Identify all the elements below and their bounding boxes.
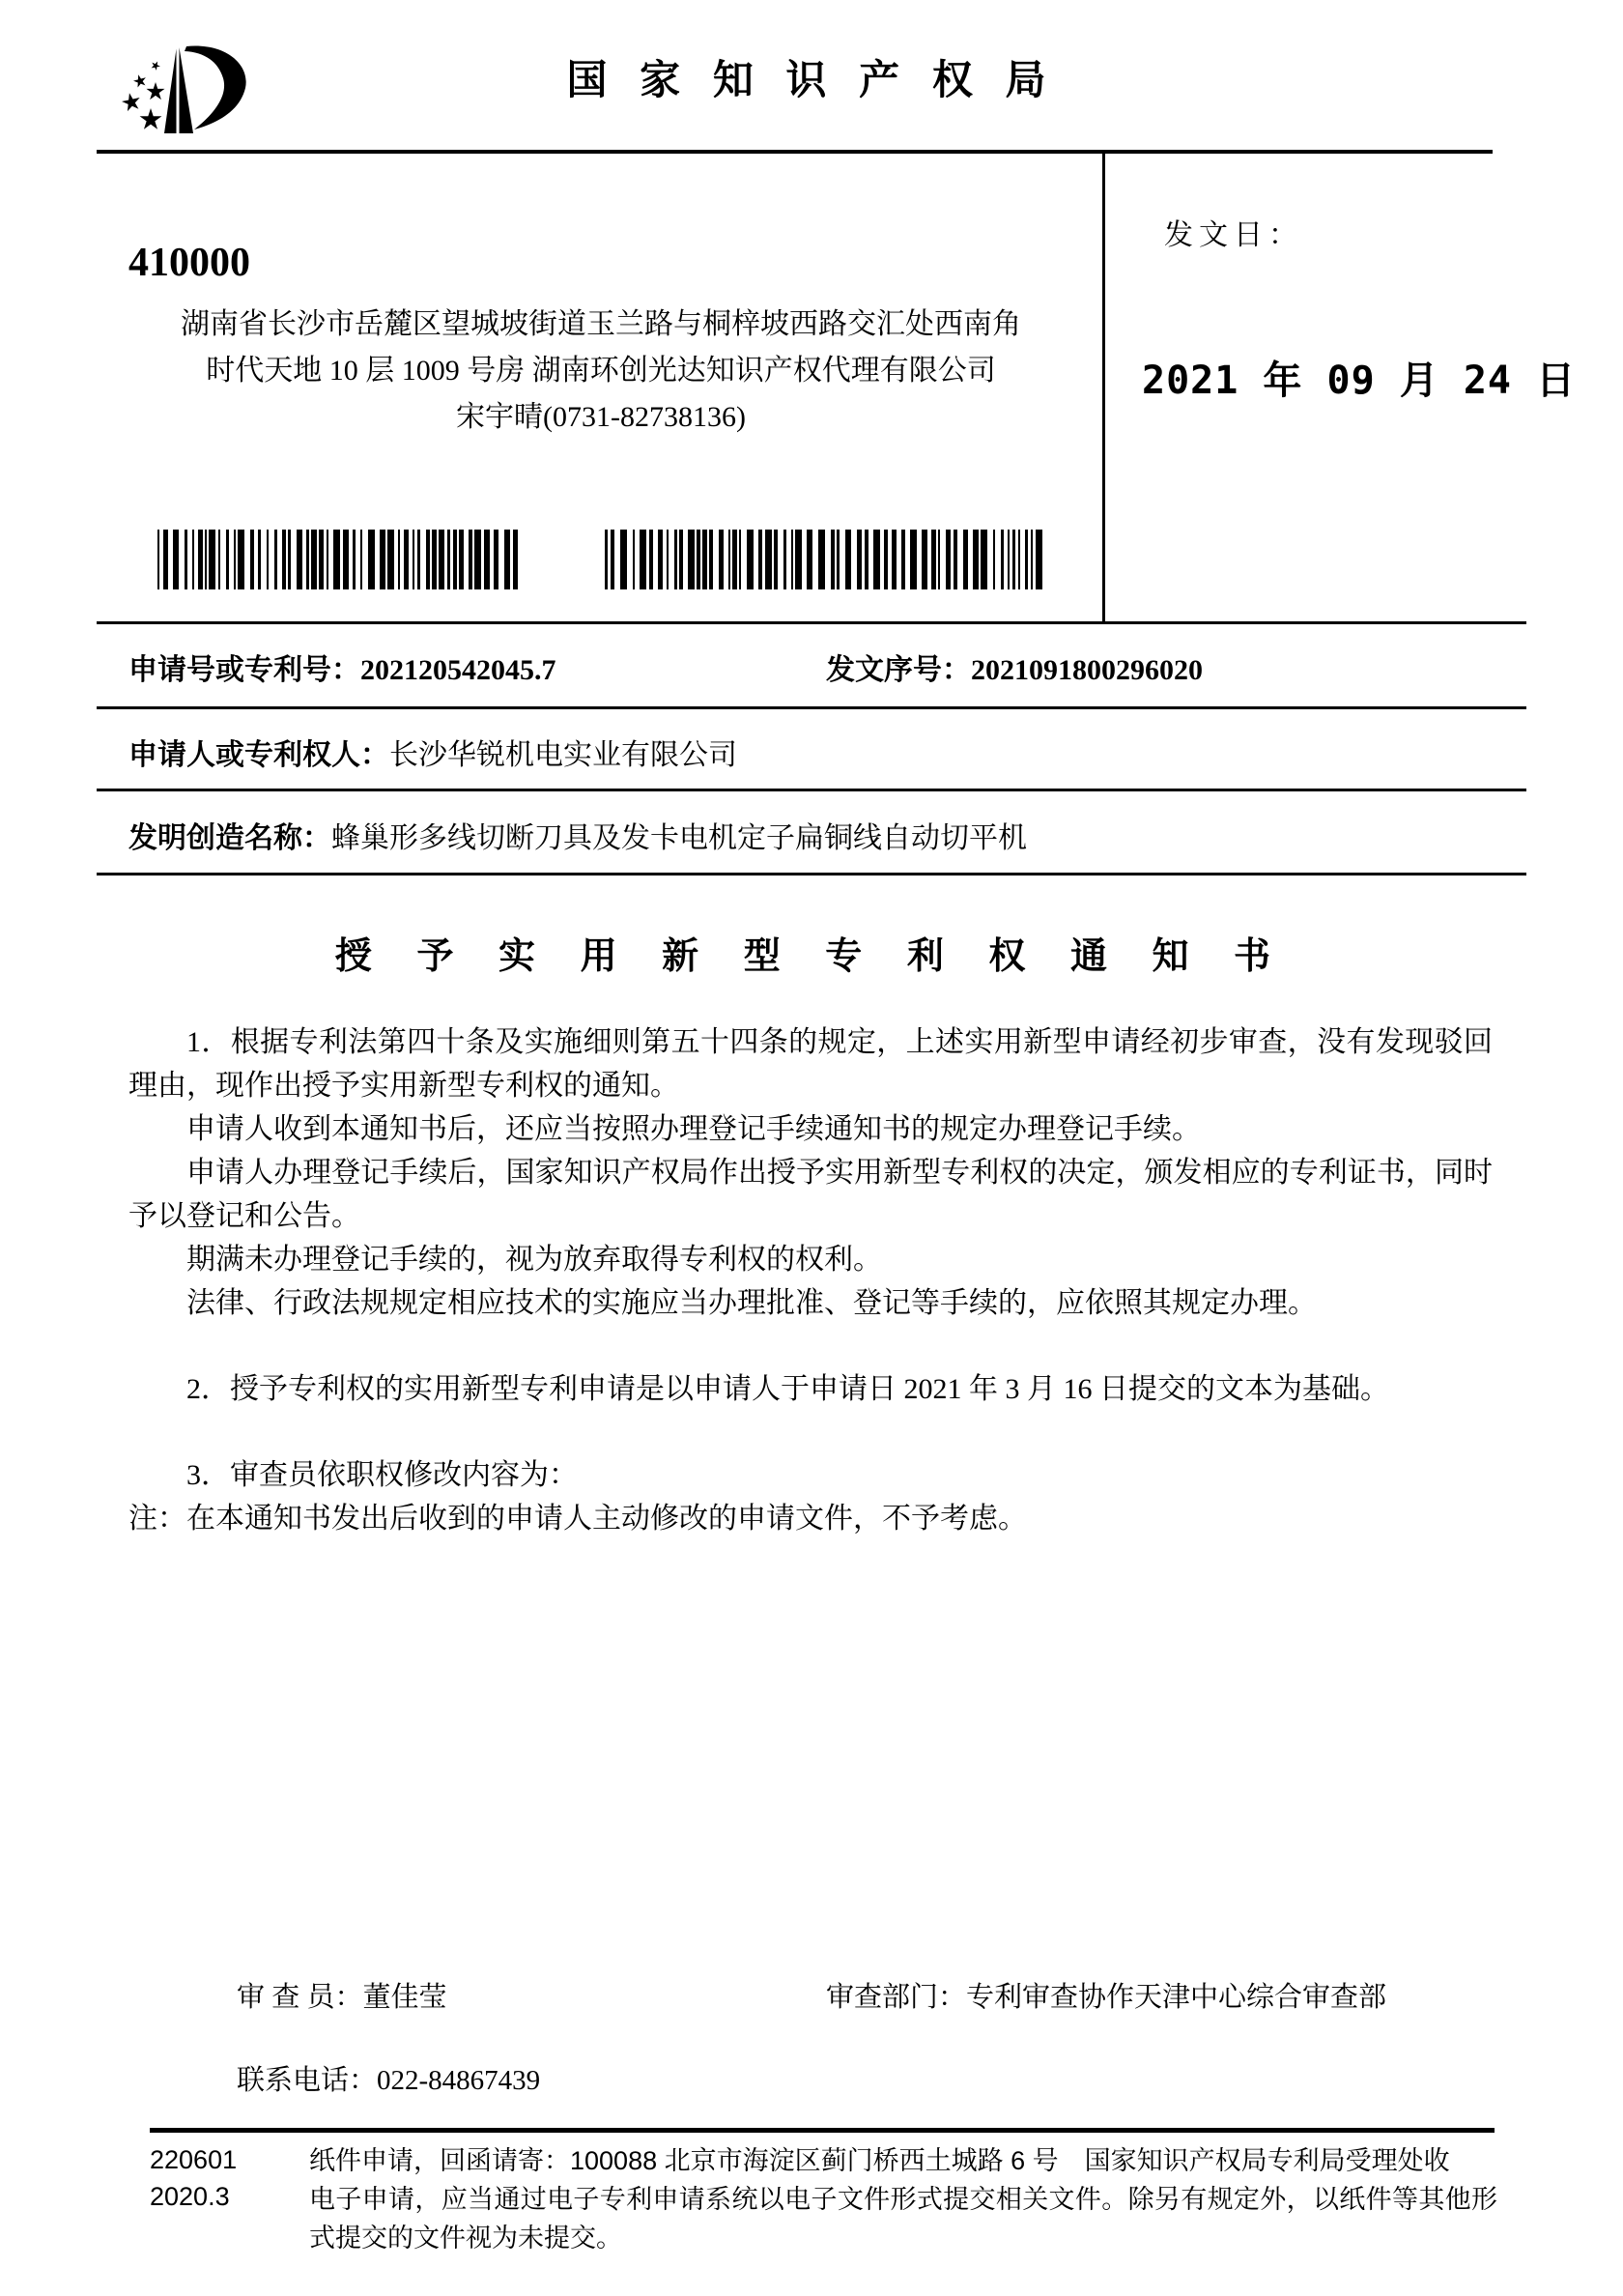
- notice-paragraph: 3．审查员依职权修改内容为：: [186, 1459, 578, 1491]
- postal-code: 410000: [128, 241, 250, 285]
- examiner-field: [237, 1975, 447, 2015]
- applicant-field: [128, 731, 737, 773]
- recipient-address: [128, 301, 1073, 441]
- notice-paragraph: 法律、行政法规规定相应技术的实施应当办理批准、登记等手续的，应依照其规定办理。: [186, 1287, 1317, 1319]
- examiner-label: 审 查 员：: [237, 1982, 363, 2013]
- form-version: 2020.3: [150, 2182, 230, 2211]
- footer-note-electronic: 电子申请，应当通过电子专利申请系统以电子文件形式提交相关文件。除另有规定外，以纸件等其他形式提交的文件视为未提交。: [309, 2185, 1497, 2253]
- address-line-1: 湖南省长沙市岳麓区望城坡街道玉兰路与桐梓坡西路交汇处西南角: [181, 308, 1021, 340]
- address-line-3: 宋宇晴(0731-82738136): [456, 401, 746, 433]
- rule-2: [97, 706, 1526, 709]
- address-line-2: 时代天地 10 层 1009 号房 湖南环创光达知识产权代理有限公司: [206, 355, 996, 387]
- application-no-field: [128, 646, 556, 688]
- barcode-serial: [605, 530, 1045, 589]
- applicant-value: 长沙华锐机电实业有限公司: [389, 739, 737, 771]
- date-box-border: [1102, 154, 1105, 623]
- notice-paragraph: 1．根据专利法第四十条及实施细则第五十四条的规定，上述实用新型申请经初步审查，没有发现驳回理由，现作出授予实用新型专利权的通知。: [128, 1026, 1493, 1102]
- rule-1: [97, 621, 1526, 624]
- department-name: 专利审查协作天津中心综合审查部: [966, 1982, 1387, 2013]
- footer-notes: [309, 2141, 1497, 2257]
- notice-paragraph: 期满未办理登记手续的，视为放弃取得专利权的权利。: [186, 1244, 882, 1276]
- footer-note-paper: 纸件申请，回函请寄：100088 北京市海淀区蓟门桥西土城路 6 号 国家知识产权局专利局受理处收: [309, 2146, 1450, 2175]
- footer-rule: [150, 2128, 1495, 2133]
- phone-label: 联系电话：: [237, 2065, 378, 2096]
- rule-4: [97, 873, 1526, 875]
- form-code: 220601: [150, 2145, 238, 2174]
- agency-title: 国 家 知 识 产 权 局: [566, 57, 1057, 102]
- invention-field: [128, 814, 1027, 856]
- department-label: 审查部门：: [826, 1982, 967, 2013]
- header-rule: [97, 150, 1493, 154]
- notice-paragraph: 申请人收到本通知书后，还应当按照办理登记手续通知书的规定办理登记手续。: [186, 1113, 1201, 1145]
- rule-3: [97, 789, 1526, 791]
- serial-no-value: 2021091800296020: [971, 654, 1203, 686]
- notice-paragraph: 申请人办理登记手续后，国家知识产权局作出授予实用新型专利权的决定，颁发相应的专利证书，同时予以登记和公告。: [128, 1157, 1493, 1232]
- notice-title: 授 予 实 用 新 型 专 利 权 通 知 书: [334, 936, 1289, 977]
- notice-paragraph: 注：在本通知书发出后收到的申请人主动修改的申请文件，不予考虑。: [128, 1503, 1027, 1535]
- barcode-application: [157, 530, 525, 589]
- footer-codes: [150, 2141, 237, 2215]
- application-no-value: 202120542045.7: [360, 654, 556, 686]
- department-field: [826, 1975, 1386, 2015]
- notice-paragraph: 2．授予专利权的实用新型专利申请是以申请人于申请日 2021 年 3 月 16 日提交的文本为基础。: [186, 1373, 1389, 1405]
- application-no-label: 申请号或专利号：: [128, 654, 360, 686]
- phone-field: [237, 2058, 540, 2098]
- issue-date-value: 2021 年 09 月 24 日: [1142, 359, 1577, 403]
- examiner-name: 董佳莹: [362, 1982, 447, 2013]
- invention-label: 发明创造名称：: [128, 822, 331, 854]
- issue-date-label: 发文日：: [1164, 219, 1303, 251]
- notice-body: [128, 1020, 1493, 1540]
- serial-no-field: [826, 646, 1203, 688]
- phone-number: 022-84867439: [377, 2065, 541, 2096]
- serial-no-label: 发文序号：: [826, 654, 971, 686]
- invention-value: 蜂巢形多线切断刀具及发卡电机定子扁铜线自动切平机: [331, 822, 1027, 854]
- applicant-label: 申请人或专利权人：: [128, 739, 389, 771]
